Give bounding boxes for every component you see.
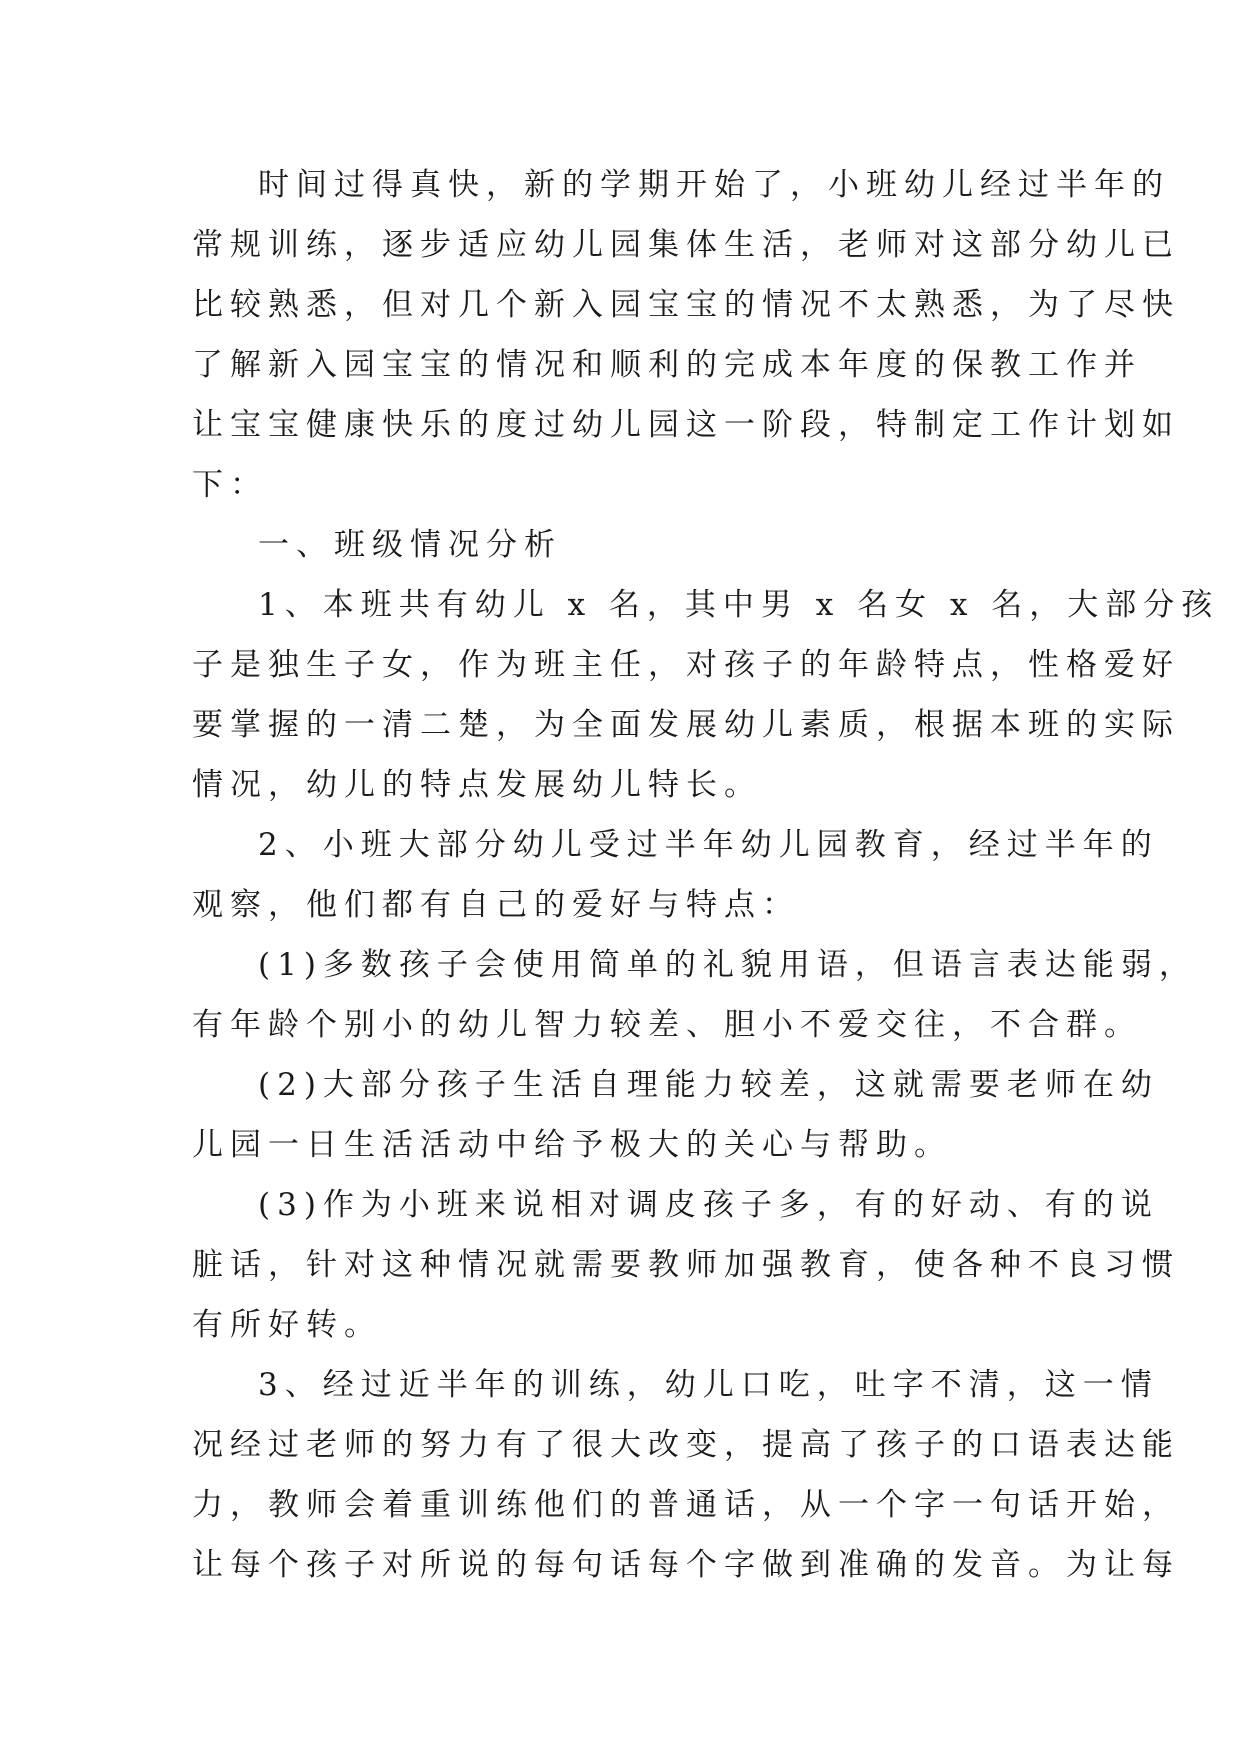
paragraph-line: 1、本班共有幼儿 x 名，其中男 x 名女 x 名，大部分孩 xyxy=(258,587,1220,623)
paragraph-line: 3、经过近半年的训练，幼儿口吃，吐字不清，这一情 xyxy=(258,1367,1159,1403)
list-item-line: (3)作为小班来说相对调皮孩子多，有的好动、有的说 xyxy=(258,1187,1159,1223)
list-item-line: 儿园一日生活活动中给予极大的关心与帮助。 xyxy=(192,1127,952,1163)
paragraph-line: 力，教师会着重训练他们的普通话，从一个字一句话开始， xyxy=(192,1487,1180,1523)
document-body xyxy=(192,155,1220,1595)
paragraph-line: 2、小班大部分幼儿受过半年幼儿园教育，经过半年的 xyxy=(258,827,1159,863)
paragraph-line: 让每个孩子对所说的每句话每个字做到准确的发音。为让每 xyxy=(192,1547,1180,1583)
paragraph-line: 下： xyxy=(192,467,268,503)
paragraph-line: 况经过老师的努力有了很大改变，提高了孩子的口语表达能 xyxy=(192,1427,1180,1463)
section-heading: 一、班级情况分析 xyxy=(258,527,562,563)
list-item-line: (1)多数孩子会使用简单的礼貌用语，但语言表达能弱， xyxy=(258,947,1197,983)
paragraph-line: 时间过得真快，新的学期开始了，小班幼儿经过半年的 xyxy=(258,167,1170,203)
paragraph-line: 常规训练，逐步适应幼儿园集体生活，老师对这部分幼儿已 xyxy=(192,227,1180,263)
paragraph-line: 子是独生子女，作为班主任，对孩子的年龄特点，性格爱好 xyxy=(192,647,1180,683)
paragraph-line: 了解新入园宝宝的情况和顺利的完成本年度的保教工作并 xyxy=(192,347,1142,383)
paragraph-line: 要掌握的一清二楚，为全面发展幼儿素质，根据本班的实际 xyxy=(192,707,1180,743)
paragraph-line: 情况，幼儿的特点发展幼儿特长。 xyxy=(192,767,762,803)
list-item-line: 有年龄个别小的幼儿智力较差、胆小不爱交往，不合群。 xyxy=(192,1007,1142,1043)
list-item-line: (2)大部分孩子生活自理能力较差，这就需要老师在幼 xyxy=(258,1067,1159,1103)
list-item-line: 脏话，针对这种情况就需要教师加强教育，使各种不良习惯 xyxy=(192,1247,1180,1283)
list-item-line: 有所好转。 xyxy=(192,1307,382,1343)
paragraph-line: 让宝宝健康快乐的度过幼儿园这一阶段，特制定工作计划如 xyxy=(192,407,1180,443)
paragraph-line: 比较熟悉，但对几个新入园宝宝的情况不太熟悉，为了尽快 xyxy=(192,287,1180,323)
paragraph-line: 观察，他们都有自己的爱好与特点： xyxy=(192,887,800,923)
